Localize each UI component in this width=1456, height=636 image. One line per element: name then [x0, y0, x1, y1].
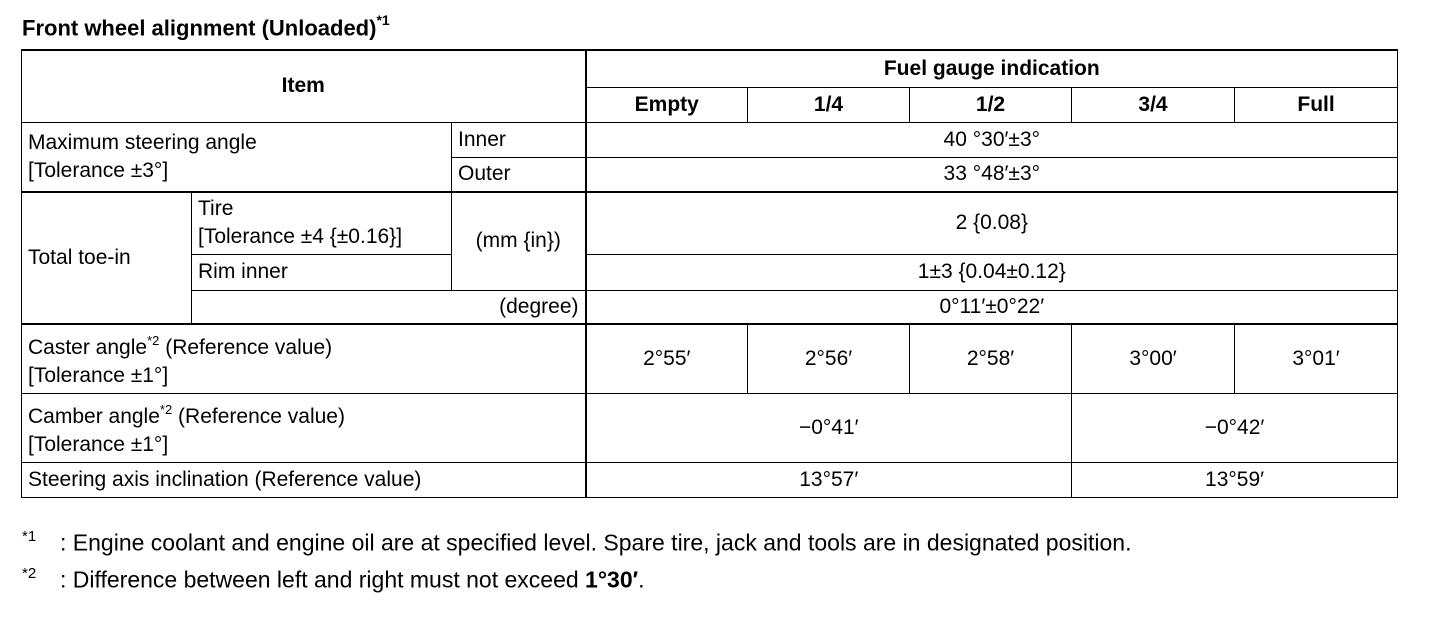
row-max-steering-inner	[22, 122, 1398, 157]
caster-full: 3°01′	[1235, 324, 1398, 393]
camber-ref: (Reference value)	[178, 404, 345, 428]
degree-value: 0°11′±0°22′	[586, 290, 1398, 324]
footnote-2	[22, 559, 1131, 596]
rim-value: 1±3 {0.04±0.12}	[586, 254, 1398, 290]
max-steering-title: Maximum steering angle	[28, 130, 257, 154]
header-col-three-quarter: 3/4	[1072, 87, 1235, 122]
outer-value: 33 °48′±3°	[586, 157, 1398, 192]
header-row-1	[22, 50, 1398, 87]
alignment-table	[21, 49, 1398, 498]
row-toe-degree	[22, 290, 1398, 324]
row-toe-rim	[22, 254, 1398, 290]
header-col-half: 1/2	[910, 87, 1072, 122]
page-title	[22, 14, 390, 41]
max-steering-tolerance: [Tolerance ±3°]	[28, 158, 169, 182]
tire-value: 2 {0.08}	[586, 192, 1398, 254]
rim-label: Rim inner	[192, 254, 452, 290]
row-caster	[22, 324, 1398, 393]
sai-value-low: 13°57′	[586, 462, 1072, 497]
tire-label: Tire	[198, 197, 234, 221]
camber-label	[22, 393, 586, 462]
footnote-2-mark: *2	[22, 564, 37, 582]
header-item: Item	[22, 50, 586, 122]
sai-label: Steering axis inclination (Reference value)	[22, 462, 586, 497]
footnote-1	[22, 522, 1131, 559]
footnote-1-mark: *1	[22, 528, 37, 545]
caster-half: 2°58′	[910, 324, 1072, 393]
sai-value-high: 13°59′	[1072, 462, 1398, 497]
caster-quarter: 2°56′	[748, 324, 910, 393]
caster-tolerance: [Tolerance ±1°]	[28, 363, 169, 387]
header-col-full: Full	[1235, 87, 1398, 122]
camber-footnote-mark: *2	[159, 401, 173, 417]
inner-value: 40 °30′±3°	[586, 122, 1398, 157]
footnote-1-text: : Engine coolant and engine oil are at specified level. Spare tire, jack and tools are in designated position.	[60, 529, 1132, 556]
caster-three-quarter: 3°00′	[1072, 324, 1235, 393]
footnote-2-text: : Difference between left and right must not exceed	[60, 566, 586, 593]
caster-footnote-mark: *2	[147, 332, 160, 348]
caster-label	[22, 324, 586, 393]
footnote-2-end: .	[638, 566, 645, 593]
caster-empty: 2°55′	[586, 324, 748, 393]
footnote-2-bold: 1°30′	[585, 566, 639, 593]
footnotes	[22, 522, 1131, 595]
camber-value-high: −0°42′	[1072, 393, 1398, 462]
unit-mm: (mm {in})	[452, 192, 586, 290]
row-sai	[22, 462, 1398, 497]
caster-title: Caster angle	[28, 335, 148, 359]
max-steering-label	[22, 122, 452, 192]
camber-value-low: −0°41′	[586, 393, 1072, 462]
title-text: Front wheel alignment (Unloaded)	[22, 15, 377, 41]
header-fuel-gauge: Fuel gauge indication	[586, 50, 1398, 87]
camber-tolerance: [Tolerance ±1°]	[28, 432, 169, 456]
title-footnote-mark: *1	[376, 12, 390, 28]
camber-title: Camber angle	[28, 404, 160, 428]
caster-ref: (Reference value)	[165, 335, 333, 359]
inner-label: Inner	[452, 122, 586, 157]
tire-tolerance: [Tolerance ±4 {±0.16}]	[198, 225, 403, 249]
row-toe-tire	[22, 192, 1398, 254]
outer-label: Outer	[452, 157, 586, 192]
tire-label-cell	[192, 192, 452, 254]
row-camber	[22, 393, 1398, 462]
header-col-empty: Empty	[586, 87, 748, 122]
unit-degree: (degree)	[192, 290, 586, 324]
header-col-quarter: 1/4	[748, 87, 910, 122]
toe-in-label: Total toe-in	[22, 192, 192, 324]
